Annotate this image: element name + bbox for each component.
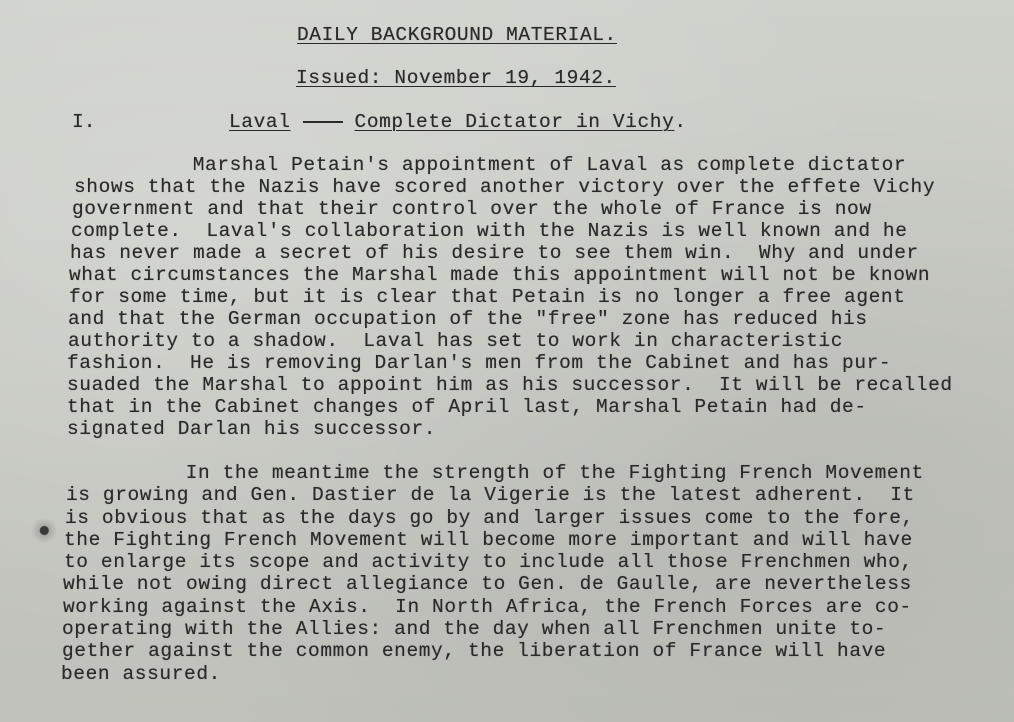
- paragraph-2-line: the Fighting French Movement will become more important and will have: [64, 529, 913, 551]
- paragraph-1-line: that in the Cabinet changes of April last, Marshal Petain had de-: [67, 396, 867, 418]
- paragraph-1-line: signated Darlan his successor.: [67, 418, 437, 440]
- paragraph-1-line: and that the German occupation of the "free" zone has reduced his: [68, 308, 868, 330]
- paragraph-1-line: for some time, but it is clear that Petain is no longer a free agent: [69, 286, 906, 308]
- section-title-left: Laval: [229, 111, 291, 133]
- section-number: I.: [72, 111, 96, 133]
- section-title-right: Complete Dictator in Vichy: [354, 111, 675, 133]
- paragraph-2-line: been assured.: [61, 663, 221, 685]
- paragraph-1-line: shows that the Nazis have scored another victory over the effete Vichy: [74, 176, 936, 198]
- paragraph-1-line: fashion. He is removing Darlan's men from the Cabinet and has pur-: [67, 352, 892, 374]
- paragraph-1-line: authority to a shadow. Laval has set to work in characteristic: [68, 330, 844, 352]
- paragraph-1-line: suaded the Marshal to appoint him as his successor. It will be recalled: [67, 374, 953, 396]
- section-title-end: .: [674, 111, 687, 133]
- paragraph-2-line: while not owing direct allegiance to Gen. de Gaulle, are nevertheless: [63, 573, 912, 595]
- issued-date: Issued: November 19, 1942.: [296, 67, 616, 89]
- paragraph-2-line: to enlarge its scope and activity to include all those Frenchmen who,: [64, 551, 913, 573]
- paragraph-2-line: working against the Axis. In North Africa, the French Forces are co-: [63, 596, 912, 618]
- paragraph-1-line: has never made a secret of his desire to see them win. Why and under: [70, 242, 919, 264]
- paragraph-1-line: government and that their control over the whole of France is now: [72, 198, 872, 220]
- section-title: [229, 111, 687, 133]
- paragraph-2-line: In the meantime the strength of the Fighting French Movement: [75, 462, 924, 484]
- paragraph-2-line: gether against the common enemy, the liberation of France will have: [62, 640, 887, 662]
- paper-hole: [30, 514, 56, 544]
- header-title: DAILY BACKGROUND MATERIAL.: [297, 24, 617, 46]
- title-dash: [303, 121, 343, 123]
- paragraph-1-line: Marshal Petain's appointment of Laval as complete dictator: [82, 154, 907, 176]
- paragraph-2-line: is obvious that as the days go by and larger issues come to the fore,: [65, 507, 914, 529]
- paragraph-2-line: operating with the Allies: and the day when all Frenchmen unite to-: [62, 618, 887, 640]
- paragraph-2-line: is growing and Gen. Dastier de la Vigerie is the latest adherent. It: [66, 484, 915, 506]
- paragraph-1-line: complete. Laval's collaboration with the Nazis is well known and he: [71, 220, 908, 242]
- paragraph-1-line: what circumstances the Marshal made this appointment will not be known: [69, 264, 931, 286]
